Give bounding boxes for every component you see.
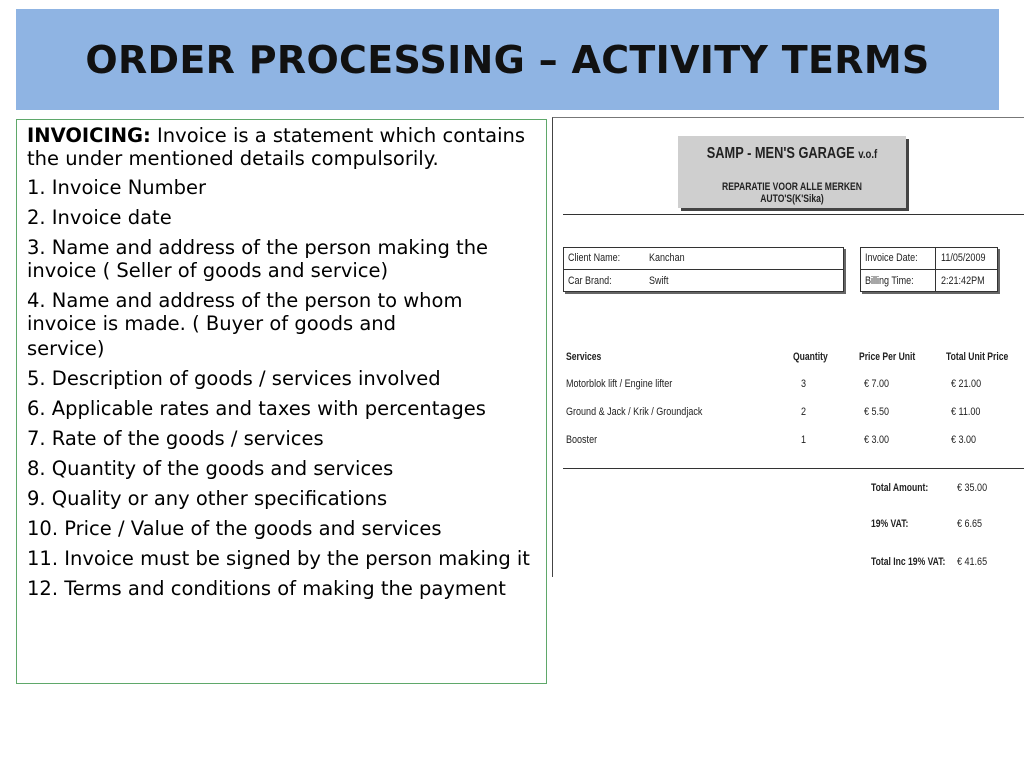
vat-label: 19% VAT:	[871, 518, 909, 530]
total-unit-price-header: Total Unit Price	[946, 351, 1009, 363]
billing-time-label: Billing Time:	[865, 275, 914, 287]
invoice-date-label: Invoice Date:	[865, 252, 918, 264]
divider	[563, 214, 1024, 215]
divider	[861, 269, 997, 270]
service-price: € 5.50	[864, 406, 890, 418]
billing-time-value: 2:21:42PM	[941, 275, 985, 287]
garage-name: SAMP - MEN'S GARAGE v.o.f	[706, 145, 878, 162]
service-qty: 3	[801, 378, 807, 390]
service-name: Booster	[566, 434, 598, 446]
list-item: 11. Invoice must be signed by the person making it	[27, 547, 530, 570]
garage-tagline: REPARATIE VOOR ALLE MERKEN AUTO'S(K'Sika)	[721, 181, 862, 205]
total-incl-vat-label: Total Inc 19% VAT:	[871, 556, 946, 568]
invoice-image	[552, 117, 1024, 577]
service-price: € 7.00	[864, 378, 890, 390]
list-item: service)	[27, 337, 105, 360]
list-item: 3. Name and address of the person making the invoice ( Seller of goods and service)	[27, 236, 489, 282]
service-total: € 3.00	[951, 434, 977, 446]
invoicing-text-box	[16, 119, 547, 684]
list-item: 8. Quantity of the goods and services	[27, 457, 394, 480]
list-item: 12. Terms and conditions of making the payment	[27, 577, 506, 600]
divider	[564, 269, 843, 270]
price-per-unit-header: Price Per Unit	[859, 351, 916, 363]
service-total: € 11.00	[951, 406, 981, 418]
divider	[935, 248, 936, 291]
list-item: 7. Rate of the goods / services	[27, 427, 324, 450]
list-item: 5. Description of goods / services involved	[27, 367, 441, 390]
client-name-value: Kanchan	[649, 252, 685, 264]
total-amount-label: Total Amount:	[871, 482, 929, 494]
total-incl-vat-value: € 41.65	[957, 556, 988, 568]
list-item: 2. Invoice date	[27, 206, 172, 229]
service-qty: 1	[801, 434, 807, 446]
list-item: 10. Price / Value of the goods and services	[27, 517, 442, 540]
vat-value: € 6.65	[957, 518, 983, 530]
client-box	[563, 247, 844, 292]
divider	[563, 468, 1024, 469]
invoice-date-value: 11/05/2009	[941, 252, 986, 264]
services-header: Services	[566, 351, 602, 363]
service-name: Motorblok lift / Engine lifter	[566, 378, 673, 390]
invoicing-label: INVOICING:	[27, 124, 151, 147]
quantity-header: Quantity	[793, 351, 828, 363]
title-banner	[16, 9, 999, 110]
list-item: 1. Invoice Number	[27, 176, 207, 199]
service-name: Ground & Jack / Krik / Groundjack	[566, 406, 703, 418]
client-name-label: Client Name:	[568, 252, 621, 264]
car-brand-value: Swift	[649, 275, 669, 287]
service-price: € 3.00	[864, 434, 890, 446]
invoicing-definition: Invoice is a statement which contains the under mentioned details compulsorily.	[27, 124, 526, 170]
service-qty: 2	[801, 406, 807, 418]
list-item: 4. Name and address of the person to whom invoice is made. ( Buyer of goods and	[27, 289, 463, 335]
car-brand-label: Car Brand:	[568, 275, 612, 287]
date-box	[860, 247, 998, 292]
total-amount-value: € 35.00	[957, 482, 988, 494]
service-total: € 21.00	[951, 378, 982, 390]
garage-logo-box	[678, 136, 906, 208]
slide-title: ORDER PROCESSING – ACTIVITY TERMS	[85, 37, 930, 82]
list-item: 6. Applicable rates and taxes with percentages	[27, 397, 486, 420]
list-item: 9. Quality or any other specifications	[27, 487, 388, 510]
invoicing-intro	[27, 124, 538, 170]
